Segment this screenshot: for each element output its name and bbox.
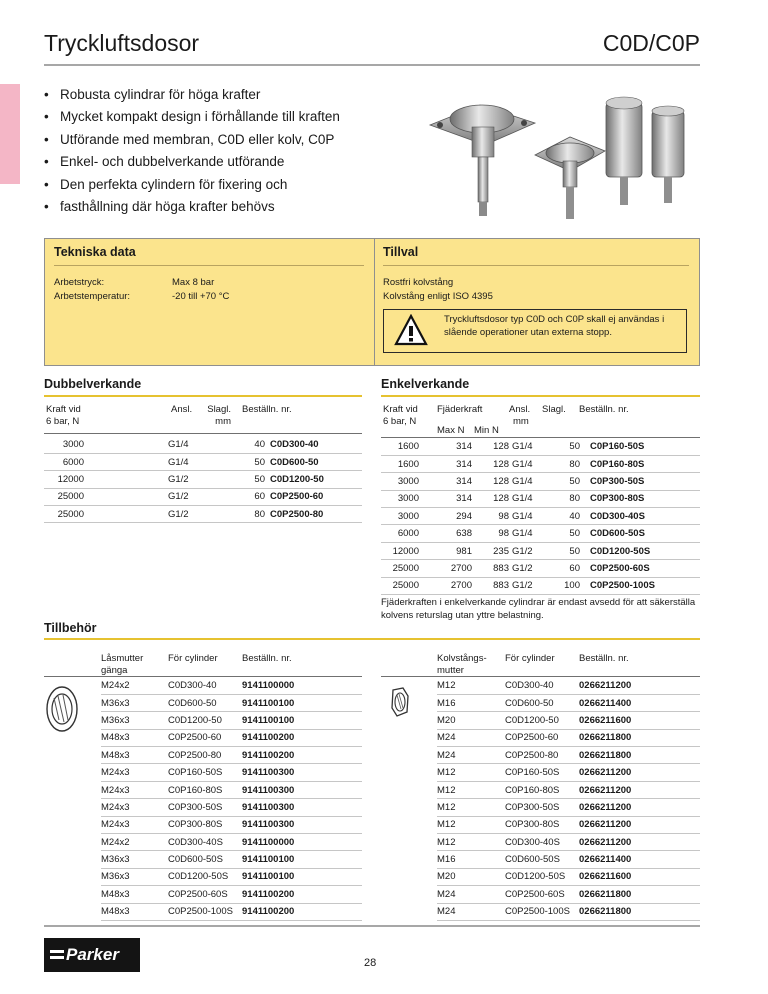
table-cell: 128 <box>472 438 509 455</box>
table-row <box>44 834 362 851</box>
single-acting-table <box>381 438 700 595</box>
table-spacer <box>381 816 437 833</box>
table-cell: 883 <box>472 560 509 577</box>
table-cell: C0D600-50 <box>505 694 579 711</box>
table-row <box>44 729 362 746</box>
table-spacer <box>44 677 101 694</box>
table-cell: 128 <box>472 455 509 472</box>
table-cell: C0P160-50S <box>168 764 242 781</box>
table-cell: 128 <box>472 490 509 507</box>
table-cell: 80 <box>543 490 580 507</box>
table-cell: M24x3 <box>101 764 168 781</box>
locknut-table <box>44 677 362 921</box>
table-cell: C0P2500-60S <box>505 886 579 903</box>
table-cell: C0P2500-80 <box>505 747 579 764</box>
table-cell: 0266211400 <box>579 694 700 711</box>
table-row <box>381 473 700 490</box>
page-number: 28 <box>364 957 377 969</box>
table-cell: 9141100200 <box>242 747 362 764</box>
table-cell: 235 <box>472 542 509 559</box>
table-cell: C0P160-80S <box>588 455 700 472</box>
table-cell: M16 <box>437 694 505 711</box>
table-cell: 9141100200 <box>242 729 362 746</box>
col-header-cylinder: För cylinder <box>168 653 218 664</box>
table-cell: C0D300-40 <box>168 677 242 694</box>
table-row <box>381 851 700 868</box>
table-cell: M24 <box>437 729 505 746</box>
table-cell: 80 <box>233 506 265 523</box>
table-cell: 12000 <box>381 542 419 559</box>
table-spacer <box>44 712 101 729</box>
table-spacer <box>381 712 437 729</box>
table-row <box>44 506 362 523</box>
feature-item: • Utförande med membran, C0D eller kolv, C0P <box>44 129 374 151</box>
table-cell: 0266211800 <box>579 886 700 903</box>
table-cell: C0P2500-60 <box>168 729 242 746</box>
table-cell: 9141100100 <box>242 851 362 868</box>
table-cell: M36x3 <box>101 868 168 885</box>
table-cell: 50 <box>233 453 265 470</box>
table-cell: C0D600-50 <box>265 453 362 470</box>
table-cell: C0P160-50S <box>588 438 700 455</box>
table-cell: G1/2 <box>168 506 233 523</box>
table-cell: 50 <box>543 525 580 542</box>
table-row <box>381 542 700 559</box>
table-cell: 314 <box>419 455 472 472</box>
table-row <box>44 868 362 885</box>
table-spacer <box>44 868 101 885</box>
table-row <box>381 712 700 729</box>
feature-item: • Robusta cylindrar för höga krafter <box>44 84 374 106</box>
table-cell: 9141100200 <box>242 886 362 903</box>
table-row <box>44 781 362 798</box>
table-cell: 638 <box>419 525 472 542</box>
table-cell: 40 <box>233 436 265 453</box>
table-cell: M20 <box>437 868 505 885</box>
table-cell: C0P2500-60S <box>588 560 700 577</box>
table-cell: 60 <box>233 488 265 505</box>
table-cell: 9141100100 <box>242 694 362 711</box>
table-row <box>44 694 362 711</box>
table-cell: 25000 <box>44 488 84 505</box>
table-row <box>44 799 362 816</box>
table-cell: G1/2 <box>168 488 233 505</box>
table-row <box>381 677 700 694</box>
table-cell: 98 <box>472 508 509 525</box>
table-spacer <box>44 886 101 903</box>
table-spacer <box>381 781 437 798</box>
table-spacer <box>580 473 588 490</box>
table-cell: 0266211200 <box>579 781 700 798</box>
table-cell: 0266211800 <box>579 747 700 764</box>
col-header-cylinder: För cylinder <box>505 653 555 664</box>
table-spacer <box>44 764 101 781</box>
table-cell: C0P2500-80 <box>168 747 242 764</box>
table-cell: M12 <box>437 799 505 816</box>
table-cell: C0D300-40S <box>168 834 242 851</box>
col-header-port: Ansl. <box>171 404 193 415</box>
table-cell: 6000 <box>44 453 84 470</box>
table-cell: C0D600-50S <box>588 525 700 542</box>
product-photo <box>420 85 700 245</box>
table-spacer <box>84 506 168 523</box>
tech-value: Max 8 bar <box>172 277 215 288</box>
table-spacer <box>580 508 588 525</box>
table-cell: 9141100200 <box>242 903 362 920</box>
table-cell: C0D300-40 <box>265 436 362 453</box>
table-cell: 314 <box>419 438 472 455</box>
table-row <box>44 488 362 505</box>
feature-list <box>44 84 374 218</box>
table-spacer <box>381 694 437 711</box>
table-cell: 314 <box>419 490 472 507</box>
table-cell: C0D600-50 <box>168 694 242 711</box>
table-row <box>381 455 700 472</box>
table-spacer <box>381 834 437 851</box>
table-spacer <box>44 903 101 920</box>
table-spacer <box>44 729 101 746</box>
table-row <box>381 694 700 711</box>
table-cell: C0D300-40S <box>505 834 579 851</box>
table-spacer <box>44 816 101 833</box>
table-spacer <box>381 886 437 903</box>
box-divider <box>374 238 375 366</box>
table-cell: 9141100300 <box>242 799 362 816</box>
table-row <box>44 677 362 694</box>
table-row <box>44 764 362 781</box>
table-spacer <box>44 851 101 868</box>
table-cell: G1/4 <box>509 490 543 507</box>
table-spacer <box>381 747 437 764</box>
col-header-stroke: Slagl. mm <box>207 404 231 427</box>
table-spacer <box>580 560 588 577</box>
table-row <box>44 747 362 764</box>
table-cell: 40 <box>543 508 580 525</box>
table-cell: 2700 <box>419 577 472 594</box>
table-cell: 3000 <box>44 436 84 453</box>
table-cell: C0D1200-50 <box>168 712 242 729</box>
table-row <box>381 834 700 851</box>
table-cell: 50 <box>543 473 580 490</box>
table-cell: G1/4 <box>509 438 543 455</box>
table-cell: C0P2500-60 <box>505 729 579 746</box>
table-cell: 0266211200 <box>579 764 700 781</box>
table-cell: C0P2500-100S <box>588 577 700 594</box>
table-row <box>44 903 362 920</box>
feature-item: • Den perfekta cylindern för fixering och <box>44 174 374 196</box>
table-cell: C0P2500-100S <box>168 903 242 920</box>
option-line: Rostfri kolvstång <box>383 277 454 288</box>
table-cell: 981 <box>419 542 472 559</box>
table-cell: M24x2 <box>101 677 168 694</box>
table-cell: M48x3 <box>101 747 168 764</box>
table-row <box>381 747 700 764</box>
table-spacer <box>84 471 168 488</box>
table-cell: 25000 <box>381 577 419 594</box>
tech-label: Arbetstryck: <box>54 277 105 288</box>
table-cell: 1600 <box>381 455 419 472</box>
table-cell: 9141100100 <box>242 868 362 885</box>
table-cell: 0266211200 <box>579 799 700 816</box>
table-cell: C0D1200-50 <box>265 471 362 488</box>
col-header-locknut: Låsmutter gänga <box>101 653 144 676</box>
table-cell: C0P300-80S <box>588 490 700 507</box>
table-cell: 3000 <box>381 508 419 525</box>
table-row <box>381 525 700 542</box>
table-cell: C0P160-50S <box>505 764 579 781</box>
table-cell: M48x3 <box>101 903 168 920</box>
table-cell: 294 <box>419 508 472 525</box>
table-spacer <box>84 453 168 470</box>
table-cell: G1/2 <box>509 577 543 594</box>
table-cell: C0P2500-100S <box>505 903 579 920</box>
table-cell: M16 <box>437 851 505 868</box>
footer-divider <box>44 925 700 927</box>
table-cell: M12 <box>437 781 505 798</box>
table-cell: G1/4 <box>509 455 543 472</box>
table-cell: C0D600-50S <box>168 851 242 868</box>
table-cell: M24x2 <box>101 834 168 851</box>
table-cell: M36x3 <box>101 712 168 729</box>
table-cell: 98 <box>472 525 509 542</box>
table-spacer <box>580 455 588 472</box>
table-spacer <box>44 834 101 851</box>
table-row <box>44 712 362 729</box>
table-cell: 3000 <box>381 473 419 490</box>
table-row <box>381 508 700 525</box>
table-cell: M24 <box>437 886 505 903</box>
table-spacer <box>381 903 437 920</box>
table-row <box>381 577 700 594</box>
feature-item: • Enkel- och dubbelverkande utförande <box>44 151 374 173</box>
tech-heading: Tekniska data <box>54 245 136 259</box>
table-cell: M24x3 <box>101 781 168 798</box>
double-acting-rule <box>44 395 362 397</box>
table-cell: G1/2 <box>509 560 543 577</box>
table-cell: M36x3 <box>101 851 168 868</box>
table-cell: 0266211600 <box>579 868 700 885</box>
table-cell: C0P300-50S <box>505 799 579 816</box>
table-spacer <box>44 747 101 764</box>
table-spacer <box>381 764 437 781</box>
accessories-rule <box>44 638 700 640</box>
spring-force-note: Fjäderkraften i enkelverkande cylindrar är endast avsedd för att säkerställa kolvens returslag utan yttre belastning. <box>381 597 696 621</box>
table-cell: C0P2500-60S <box>168 886 242 903</box>
table-cell: M48x3 <box>101 729 168 746</box>
table-cell: G1/4 <box>509 525 543 542</box>
table-cell: C0P160-80S <box>505 781 579 798</box>
table-cell: 9141100300 <box>242 781 362 798</box>
col-header-min: Min N <box>474 425 499 436</box>
table-cell: C0P300-80S <box>505 816 579 833</box>
col-header-port: Ansl. mm <box>509 404 531 427</box>
table-spacer <box>44 799 101 816</box>
table-spacer <box>580 490 588 507</box>
tech-label: Arbetstemperatur: <box>54 291 131 302</box>
table-cell: C0P2500-60 <box>265 488 362 505</box>
table-spacer <box>580 577 588 594</box>
table-spacer <box>84 436 168 453</box>
table-cell: 25000 <box>381 560 419 577</box>
table-cell: 0266211200 <box>579 834 700 851</box>
table-row <box>44 436 362 453</box>
table-spacer <box>580 525 588 542</box>
table-cell: C0P300-80S <box>168 816 242 833</box>
table-cell: 9141100300 <box>242 764 362 781</box>
table-cell: M36x3 <box>101 694 168 711</box>
tech-value: -20 till +70 °C <box>172 291 230 302</box>
table-cell: G1/2 <box>168 471 233 488</box>
col-header-order: Beställn. nr. <box>579 653 629 664</box>
table-cell: G1/4 <box>168 436 233 453</box>
col-header-stroke: Slagl. <box>542 404 566 415</box>
parker-logo: Parker <box>44 938 140 972</box>
table-cell: 2700 <box>419 560 472 577</box>
table-row <box>381 886 700 903</box>
table-cell: 128 <box>472 473 509 490</box>
table-cell: C0P160-80S <box>168 781 242 798</box>
option-line: Kolvstång enligt ISO 4395 <box>383 291 493 302</box>
table-header-rule <box>44 433 362 434</box>
table-cell: 80 <box>543 455 580 472</box>
col-header-force: Kraft vid 6 bar, N <box>383 404 418 427</box>
table-cell: 0266211600 <box>579 712 700 729</box>
table-spacer <box>381 868 437 885</box>
table-cell: C0P300-50S <box>168 799 242 816</box>
table-row <box>44 471 362 488</box>
table-cell: 50 <box>233 471 265 488</box>
table-spacer <box>381 677 437 694</box>
page-title: Tryckluftsdosor <box>44 30 200 56</box>
table-spacer <box>381 851 437 868</box>
table-row <box>44 816 362 833</box>
table-cell: 50 <box>543 438 580 455</box>
feature-item: • Mycket kompakt design i förhållande till kraften <box>44 106 374 128</box>
table-cell: C0D1200-50S <box>588 542 700 559</box>
table-cell: 0266211400 <box>579 851 700 868</box>
section-tab <box>0 84 20 184</box>
table-cell: 3000 <box>381 490 419 507</box>
table-cell: M12 <box>437 834 505 851</box>
accessories-heading: Tillbehör <box>44 621 97 635</box>
table-row <box>381 903 700 920</box>
table-cell: C0D1200-50 <box>505 712 579 729</box>
table-cell: 9141100100 <box>242 712 362 729</box>
table-cell: M24 <box>437 903 505 920</box>
table-spacer <box>44 694 101 711</box>
table-cell: M12 <box>437 764 505 781</box>
title-divider <box>44 64 700 66</box>
table-row <box>381 781 700 798</box>
table-cell: M24x3 <box>101 816 168 833</box>
table-spacer <box>580 542 588 559</box>
feature-item-continued: • fasthållning där höga krafter behövs <box>44 196 374 218</box>
table-cell: C0P2500-80 <box>265 506 362 523</box>
col-header-rodnut: Kolvstångs- mutter <box>437 653 487 676</box>
table-cell: C0D300-40S <box>588 508 700 525</box>
product-code: C0D/C0P <box>602 30 700 56</box>
table-row <box>44 851 362 868</box>
table-cell: 1600 <box>381 438 419 455</box>
table-row <box>381 560 700 577</box>
table-cell: G1/2 <box>509 542 543 559</box>
table-cell: M24 <box>437 747 505 764</box>
table-row <box>381 438 700 455</box>
col-header-spring: Fjäderkraft <box>437 404 483 415</box>
rodnut-table <box>381 677 700 921</box>
table-cell: 50 <box>543 542 580 559</box>
table-cell: G1/4 <box>168 453 233 470</box>
table-cell: C0D1200-50S <box>505 868 579 885</box>
table-row <box>381 729 700 746</box>
double-acting-heading: Dubbelverkande <box>44 377 142 391</box>
table-cell: C0D1200-50S <box>168 868 242 885</box>
table-cell: 0266211200 <box>579 677 700 694</box>
col-header-order: Beställn. nr. <box>242 404 292 415</box>
single-acting-rule <box>381 395 700 397</box>
table-cell: 0266211800 <box>579 729 700 746</box>
table-cell: 9141100000 <box>242 677 362 694</box>
col-header-force: Kraft vid 6 bar, N <box>46 404 81 427</box>
table-cell: 9141100000 <box>242 834 362 851</box>
table-cell: M20 <box>437 712 505 729</box>
table-cell: 60 <box>543 560 580 577</box>
table-row <box>381 490 700 507</box>
table-cell: 6000 <box>381 525 419 542</box>
table-row <box>44 453 362 470</box>
col-header-order: Beställn. nr. <box>242 653 292 664</box>
table-cell: 25000 <box>44 506 84 523</box>
table-spacer <box>580 438 588 455</box>
tech-heading-rule <box>54 265 364 266</box>
table-row <box>381 764 700 781</box>
col-header-max: Max N <box>437 425 465 436</box>
table-cell: 0266211200 <box>579 816 700 833</box>
table-cell: 9141100300 <box>242 816 362 833</box>
table-cell: G1/4 <box>509 473 543 490</box>
table-spacer <box>84 488 168 505</box>
double-acting-table <box>44 436 362 523</box>
table-cell: 12000 <box>44 471 84 488</box>
warning-icon <box>394 314 428 346</box>
table-cell: M12 <box>437 816 505 833</box>
table-spacer <box>381 799 437 816</box>
table-cell: C0D300-40 <box>505 677 579 694</box>
table-cell: 883 <box>472 577 509 594</box>
warning-text: Tryckluftsdosor typ C0D och C0P skall ej användas i slående operationer utan externa stopp. <box>444 314 665 338</box>
table-cell: M48x3 <box>101 886 168 903</box>
table-cell: C0P300-50S <box>588 473 700 490</box>
table-spacer <box>381 729 437 746</box>
table-cell: C0D600-50S <box>505 851 579 868</box>
table-row <box>381 816 700 833</box>
table-row <box>381 868 700 885</box>
table-row <box>381 799 700 816</box>
table-cell: M12 <box>437 677 505 694</box>
table-cell: 0266211800 <box>579 903 700 920</box>
table-spacer <box>44 781 101 798</box>
options-heading-rule <box>383 265 689 266</box>
col-header-order: Beställn. nr. <box>579 404 629 415</box>
table-cell: G1/4 <box>509 508 543 525</box>
table-row <box>44 886 362 903</box>
options-heading: Tillval <box>383 245 419 259</box>
table-cell: M24x3 <box>101 799 168 816</box>
table-cell: 314 <box>419 473 472 490</box>
table-cell: 100 <box>543 577 580 594</box>
single-acting-heading: Enkelverkande <box>381 377 470 391</box>
